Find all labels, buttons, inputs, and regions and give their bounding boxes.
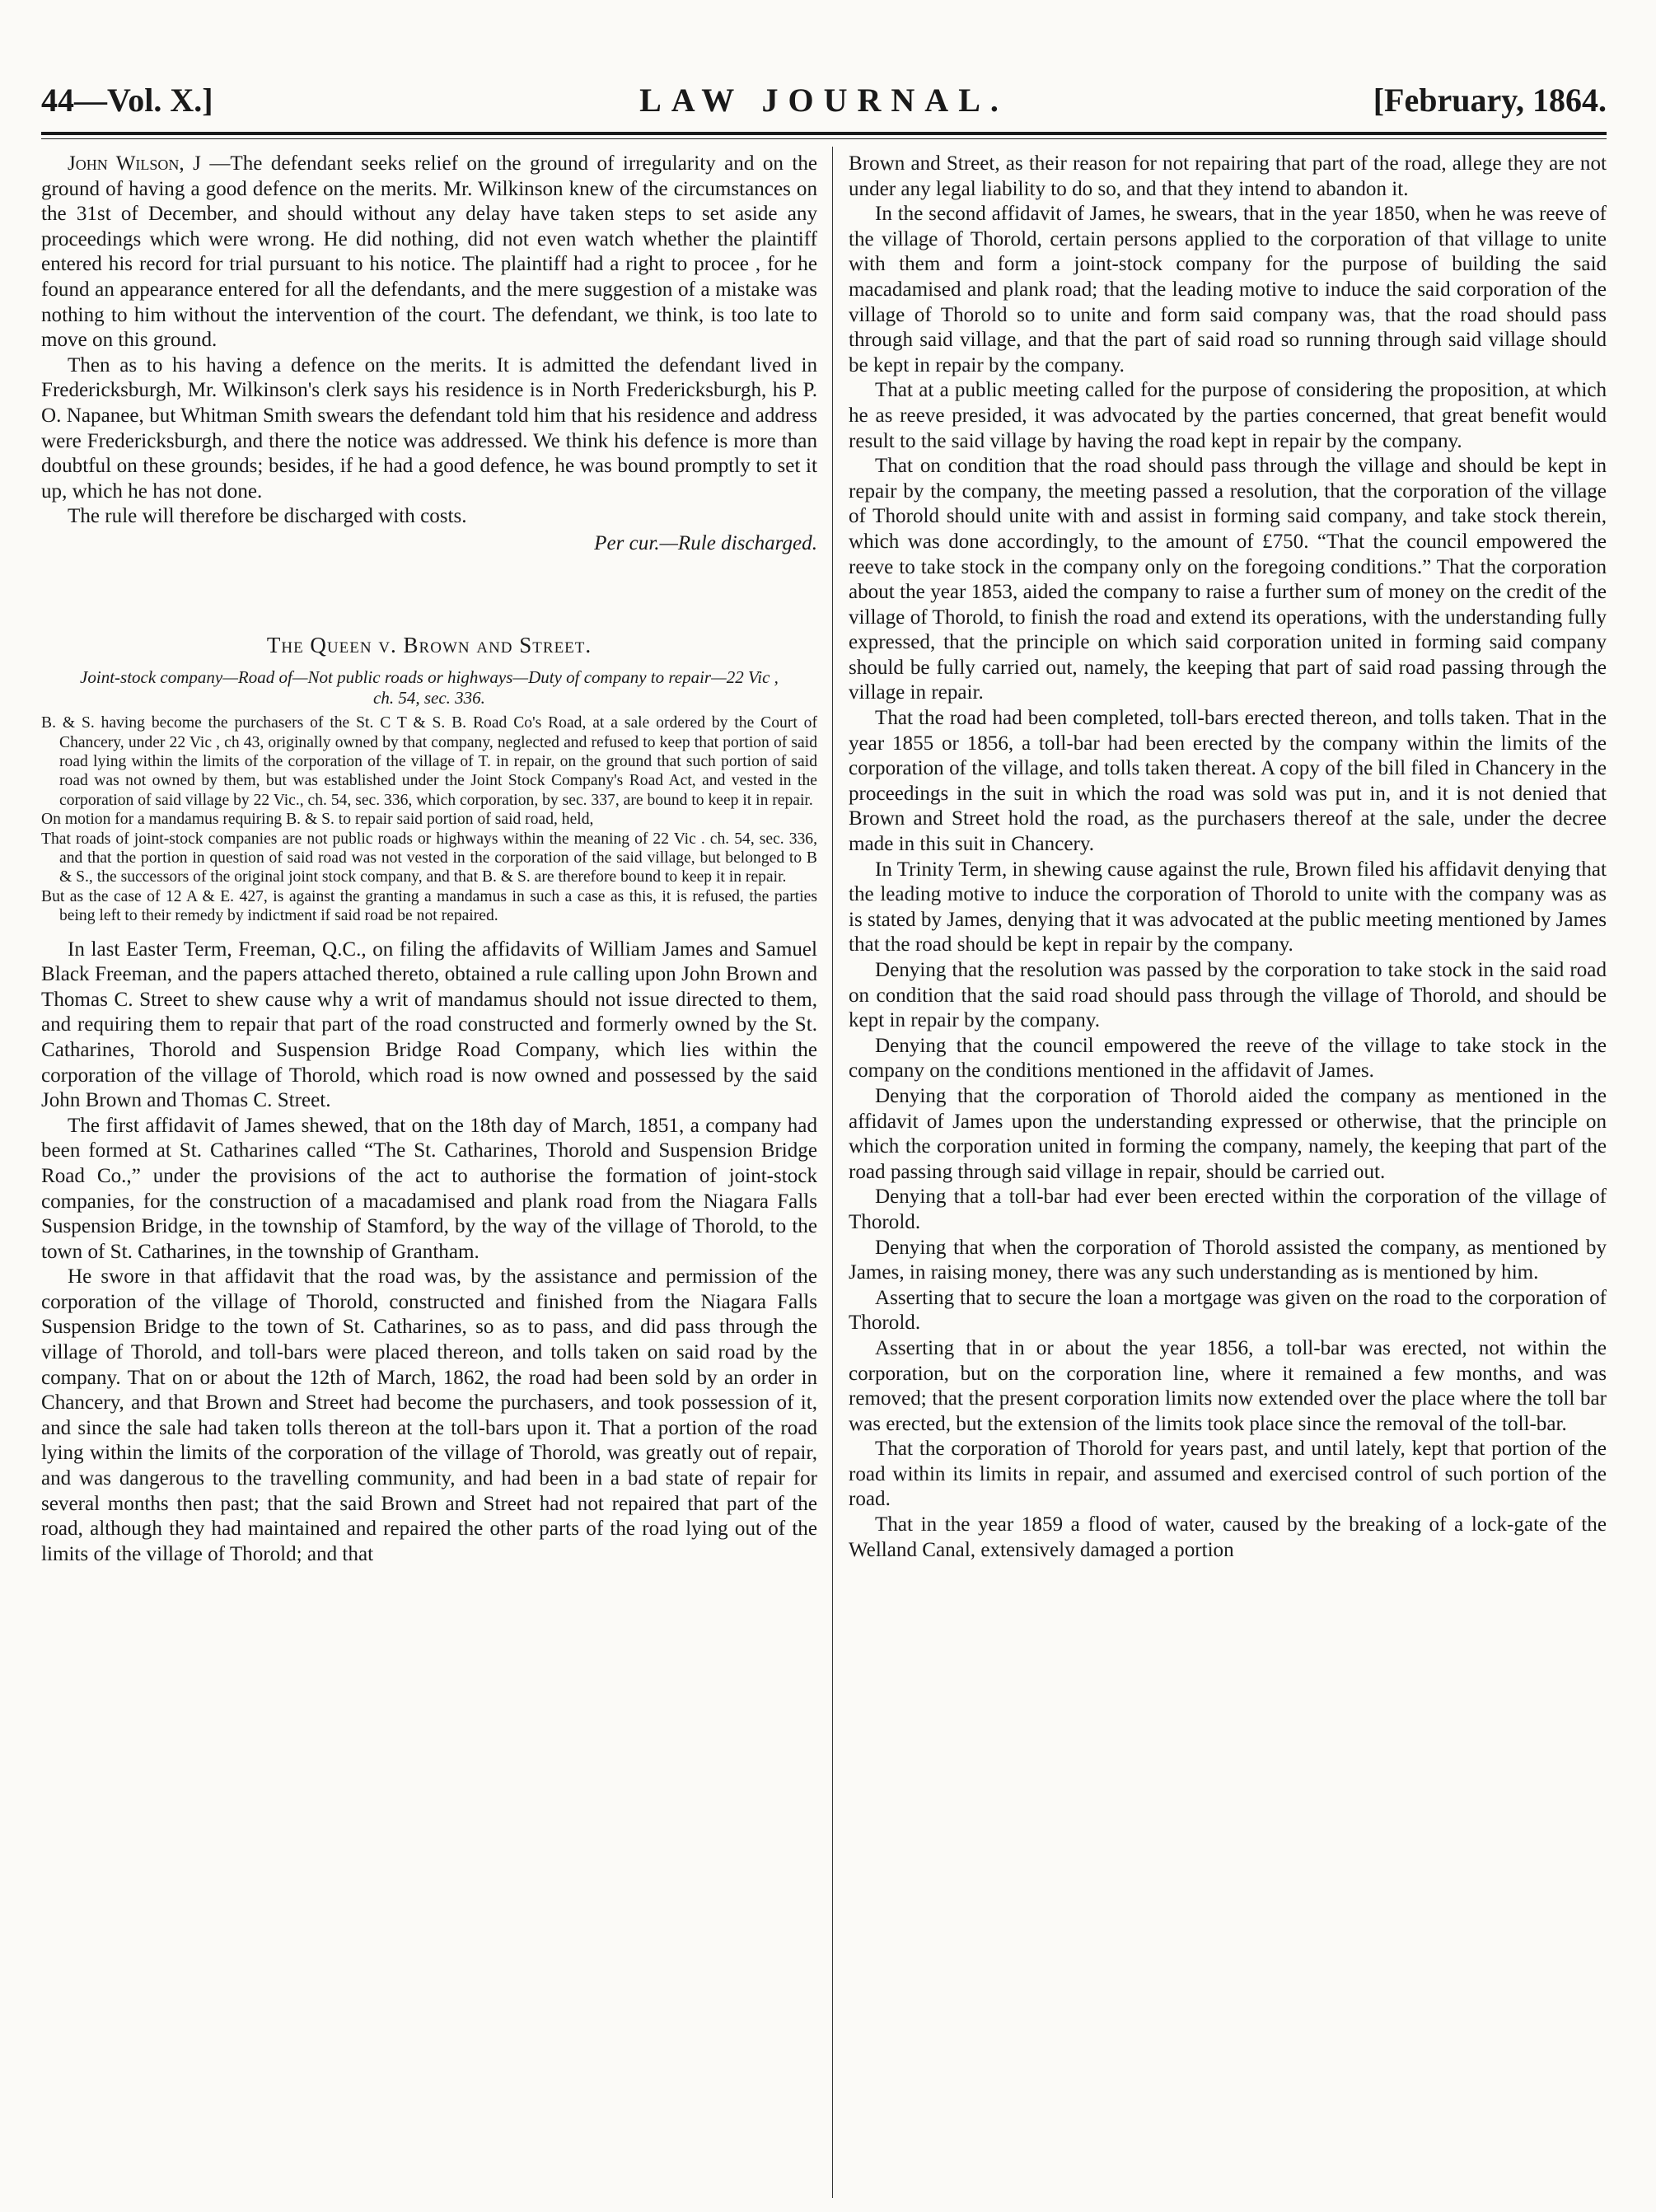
left-column bbox=[41, 152, 817, 2195]
paragraph: Then as to his having a defence on the merits. It is admitted the defendant lived in Fredericksburgh, Mr. Wilkinson's clerk says his residence is in North Fredericksburgh, his P. O. Napanee, but Whitman Smith swears the defendant told him that his residence and address were Fredericksburgh, and there the notice was addressed. We think his defence is more than doubtful on these grounds; besides, if he had a good defence, he was bound promptly to set it up, which he has not done. bbox=[41, 353, 817, 503]
paragraph: In last Easter Term, Freeman, Q.C., on filing the affidavits of William James and Samuel Black Freeman, and the papers attached thereto, obtained a rule calling upon John Brown and Thomas C. Street to shew cause why a writ of mandamus should not issue directed to them, and requiring them to repair that part of the road constructed and formerly owned by the St. Catharines, Thorold and Suspension Bridge Road Company, which lies within the corporation of the village of Thorold, which road is now owned and possessed by the said John Brown and Thomas C. Street. bbox=[41, 938, 817, 1112]
paragraph bbox=[41, 152, 817, 353]
header-rule-thin bbox=[41, 138, 1607, 139]
paragraph: In the second affidavit of James, he swears, that in the year 1850, when he was reeve of the village of Thorold, certain persons applied to the corporation of that village to unite with them and form a joint-stock company for the purpose of building the said macadamised and plank road; that the leading motive to induce the said corporation of the village of Thorold so to unite and form said company was, that the road should pass through said village, and that the part of said road so running through said village should be kept in repair by the company. bbox=[849, 203, 1607, 376]
header-rule-thick bbox=[41, 132, 1607, 135]
volume-label: 44—Vol. X.] bbox=[41, 82, 213, 119]
paragraph-text: —The defendant seeks relief on the ground of irregularity and on the ground of having a good defence on the merits. Mr. Wilkinson knew of the circumstances on the 31st of December, and should without any delay have taken steps to set aside any proceedings which were wrong. He did nothing, did not even watch whether the plaintiff entered his record for trial pursuant to his notice. The plaintiff had a right to procee , for he found an appearance entered for all the defendants, and the mere suggestion of a mistake was nothing to him without the intervention of the court. The defendant, we think, is too late to move on this ground. bbox=[41, 152, 817, 352]
paragraph: That on condition that the road should pass through the village and should be kept in repair by the company, the meeting passed a resolution, that the corporation of the village of Thorold should unite with and assist in forming said company, and take stock therein, which was done accordingly, to the amount of £750. “That the council empowered the reeve to take stock in the company only on the foregoing conditions.” That the corporation about the year 1853, aided the company to raise a further sum of money on the credit of the village of Thorold, to finish the road and extend its operations, with the understanding fully expressed, that the principle on which said corporation united in forming said company should be fully carried out, namely, the keeping that part of said road passing through the village in repair. bbox=[849, 455, 1607, 704]
paragraph: That the road had been completed, toll-bars erected thereon, and tolls taken. That in the year 1855 or 1856, a toll-bar had been erected by the company within the limits of the corporation of the village, and tolls taken thereat. A copy of the bill filed in Chancery in the proceedings in the suit in which the road was sold was put in, and it is not denied that Brown and Street hold the road, as the purchasers thereof at the sale, under the decree made in this suit in Chancery. bbox=[849, 707, 1607, 856]
paragraph: Asserting that in or about the year 1856, a toll-bar was erected, not within the corporation, but on the corporation line, where it remained a few months, and was removed; that the present corporation limits now extended over the place where the toll bar was erected, but the extension of the limits took place since the removal of the toll-bar. bbox=[849, 1336, 1607, 1435]
paragraph: Denying that a toll-bar had ever been erected within the corporation of the village of Thorold. bbox=[849, 1186, 1607, 1233]
journal-title: LAW JOURNAL. bbox=[639, 82, 1008, 119]
headnote: On motion for a mandamus requiring B. & S. to repair said portion of said road, held, bbox=[41, 811, 594, 829]
paragraph: That in the year 1859 a flood of water, caused by the breaking of a lock-gate of the Welland Canal, extensively damaged a portion bbox=[849, 1513, 1607, 1561]
headnote: B. & S. having become the purchasers of the St. C T & S. B. Road Co's Road, at a sale ordered by the Court of Chancery, under 22 Vic , ch 43, originally owned by that company, neglected and refused to keep that portion of said road lying within the limits of the corporation of the village of T. in repair, on the ground that such portion of said road was not owned by them, but was established under the Joint Stock Company's Road Act, and vested in the corporation of said village by 22 Vic., ch. 54, sec. 336, which corporation, by sec. 337, are bound to keep it in repair. bbox=[41, 714, 817, 809]
paragraph: Denying that the corporation of Thorold aided the company as mentioned in the affidavit of James upon the understanding expressed or otherwise, that the principle on which the corporation united in forming the company, namely, the keeping that part of the road passing through said village in repair, should be carried out. bbox=[849, 1084, 1607, 1183]
paragraph: The first affidavit of James shewed, that on the 18th day of March, 1851, a company had been formed at St. Catharines called “The St. Catharines, Thorold and Suspension Bridge Road Co.,” under the provisions of the act to authorise the formation of joint-stock companies, for the construction of a macadamised and plank road from the Niagara Falls Suspension Bridge, in the township of Stamford, by the way of the village of Thorold, to the town of St. Catharines, in the township of Grantham. bbox=[41, 1114, 817, 1263]
paragraph: Asserting that to secure the loan a mortgage was given on the road to the corporation of Thorold. bbox=[849, 1286, 1607, 1335]
paragraph: He swore in that affidavit that the road was, by the assistance and permission of the corporation of the village of Thorold, constructed and finished from the Niagara Falls Suspension Bridge to the town of St. Catharines, so as to pass, and did pass through the village of Thorold, and toll-bars were placed thereon, and tolls taken on said road by the company. That on or about the 12th of March, 1862, the road had been sold by an order in Chancery, and that Brown and Street had become the purchasers, and took possession of it, and since the sale had taken tolls thereon at the toll-bars upon it. That a portion of the road lying within the limits of the corporation of the village of Thorold, was greatly out of repair, and was dangerous to the travelling community, and had been in a bad state of repair for several months then past; that the said Brown and Street had not repaired that part of the road, although they had maintained and repaired the other parts of the road lying out of the limits of the village of Thorold; and that bbox=[41, 1265, 817, 1565]
right-column bbox=[849, 152, 1607, 2195]
headnote: But as the case of 12 A & E. 427, is against the granting a mandamus in such a case as this, it is refused, the parties being left to their remedy by indictment if said road be not repaired. bbox=[41, 887, 817, 925]
paragraph: Denying that the resolution was passed by the corporation to take stock in the said road on condition that the said road should pass through the village of Thorold, and should be kept in repair by the company. bbox=[849, 959, 1607, 1032]
paragraph: Denying that the council empowered the reeve of the village to take stock in the company on the conditions mentioned in the affidavit of James. bbox=[849, 1034, 1607, 1083]
page-header bbox=[41, 81, 1607, 130]
paragraph: Denying that when the corporation of Thorold assisted the company, as mentioned by James, in raising money, there was any such understanding as is mentioned by him. bbox=[849, 1236, 1607, 1284]
paragraph: Brown and Street, as their reason for not repairing that part of the road, allege they are not under any legal liability to do so, and that they intend to abandon it. bbox=[849, 152, 1607, 200]
judgment-signature: Per cur.—Rule discharged. bbox=[594, 531, 817, 554]
column-divider bbox=[832, 147, 833, 2198]
headnote: That roads of joint-stock companies are not public roads or highways within the meaning of 22 Vic . ch. 54, sec. 336, and that the portion in question of said road was not vested in the corporation of the said village, but belonged to B & S., the successors of the original joint stock company, and that B. & S. are therefore bound to keep it in repair. bbox=[41, 830, 817, 886]
case-title: The Queen v. Brown and Street. bbox=[266, 632, 592, 657]
catchwords: Joint-stock company—Road of—Not public roads or highways—Duty of company to repair—22 Vic , ch. 54, sec. 336. bbox=[80, 667, 779, 708]
issue-date: [February, 1864. bbox=[1373, 82, 1607, 119]
judge-name: John Wilson, J bbox=[68, 152, 201, 175]
paragraph: That the corporation of Thorold for years past, and until lately, kept that portion of the road within its limits in repair, and assumed and exercised control of such portion of the road. bbox=[849, 1438, 1607, 1511]
paragraph: In Trinity Term, in shewing cause against the rule, Brown filed his affidavit denying that the leading motive to induce the corporation of Thorold to unite with the company was as is stated by James, denying that it was advocated at the public meeting mentioned by James that the road should be kept in repair by the company. bbox=[849, 858, 1607, 956]
paragraph: That at a public meeting called for the purpose of considering the proposition, at which he as reeve presided, it was advocated by the parties concerned, that great benefit would result to the said village by having the road kept in repair by the company. bbox=[849, 379, 1607, 452]
paragraph: The rule will therefore be discharged with costs. bbox=[68, 505, 467, 528]
